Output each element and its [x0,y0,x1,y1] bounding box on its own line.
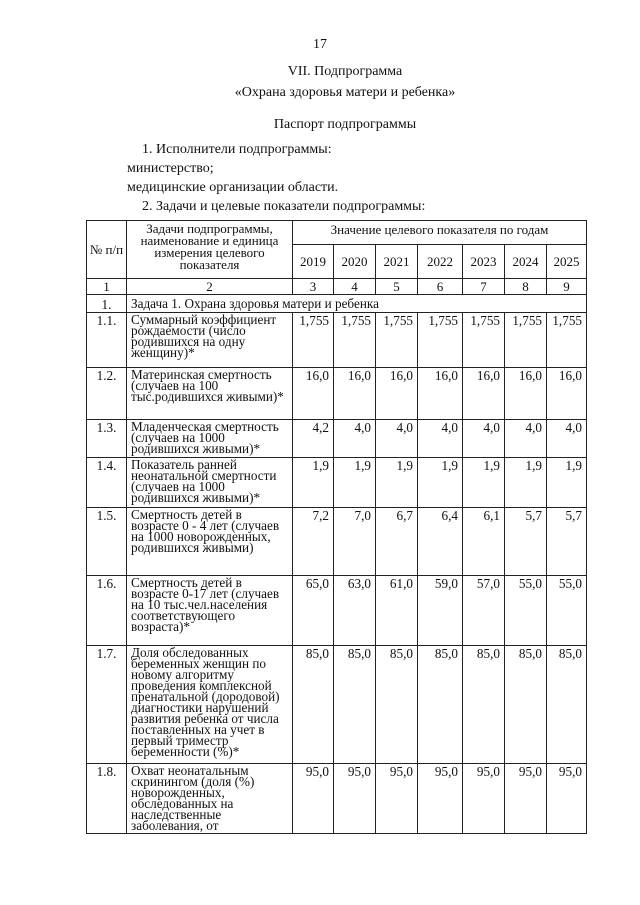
indicator-value: 61,0 [376,576,418,646]
indicator-value: 95,0 [547,764,587,834]
indicator-value: 4,0 [463,420,505,458]
header-year: 2024 [505,245,547,279]
indicator-value: 95,0 [418,764,463,834]
table-row [87,458,587,508]
indicator-value: 6,1 [463,508,505,576]
indicator-value: 16,0 [547,368,587,420]
header-year: 2023 [463,245,505,279]
indicator-value: 16,0 [376,368,418,420]
indicator-value: 85,0 [293,646,334,764]
indicator-value: 85,0 [463,646,505,764]
indicator-value: 1,9 [418,458,463,508]
indicator-value: 1,755 [505,313,547,368]
indicator-name: Суммарный коэффициент рождаемости (число родившихся на одну женщину)* [127,313,293,368]
indicator-name: Охват неонатальным скринингом (доля (%) новорожденных, обследованных на наследственные заболевания, от [127,764,293,834]
header-values-group: Значение целевого показателя по годам [293,221,587,245]
subprogram-title: «Охрана здоровья матери и ребенка» [234,85,456,100]
row-num: 1.3. [87,420,127,458]
section-title: VII. Подпрограмма [287,64,403,79]
indicator-value: 6,4 [418,508,463,576]
column-index: 9 [547,279,587,295]
indicator-value: 1,755 [463,313,505,368]
indicator-name: Показатель ранней неонатальной смертности (случаев на 1000 родившихся живыми)* [127,458,293,508]
indicator-value: 95,0 [463,764,505,834]
indicator-value: 95,0 [505,764,547,834]
indicator-value: 4,0 [547,420,587,458]
indicator-value: 85,0 [376,646,418,764]
indicator-value: 85,0 [547,646,587,764]
indicator-value: 4,0 [334,420,376,458]
indicator-name: Доля обследованных беременных женщин по новому алгоритму проведения комплексной пренатальной (дородовой) диагностики нарушений развития ребенка от числа поставленных на учет в первый триместр беременности (%)* [127,646,293,764]
indicator-value: 65,0 [293,576,334,646]
table-row [87,576,587,646]
row-num: 1.6. [87,576,127,646]
indicator-value: 16,0 [334,368,376,420]
executor-ministry: министерство; [127,161,214,176]
indicator-name: Смертность детей в возрасте 0 - 4 лет (случаев на 1000 новорожденных, родившихся живыми) [127,508,293,576]
header-year: 2022 [418,245,463,279]
indicator-value: 55,0 [547,576,587,646]
column-index: 6 [418,279,463,295]
indicator-value: 16,0 [293,368,334,420]
row-num: 1.1. [87,313,127,368]
indicator-value: 1,9 [293,458,334,508]
indicator-value: 85,0 [505,646,547,764]
column-index: 2 [127,279,293,295]
indicator-value: 1,9 [463,458,505,508]
indicator-value: 16,0 [418,368,463,420]
targets-table [86,220,587,834]
indicator-value: 1,9 [334,458,376,508]
column-index: 8 [505,279,547,295]
indicator-value: 6,7 [376,508,418,576]
indicator-value: 95,0 [376,764,418,834]
tasks-heading: 2. Задачи и целевые показатели подпрограммы: [142,199,426,214]
indicator-value: 85,0 [418,646,463,764]
indicator-value: 7,2 [293,508,334,576]
column-index: 4 [334,279,376,295]
indicator-value: 55,0 [505,576,547,646]
indicator-value: 7,0 [334,508,376,576]
indicator-value: 1,755 [547,313,587,368]
indicator-value: 5,7 [547,508,587,576]
indicator-value: 4,0 [418,420,463,458]
indicator-value: 16,0 [463,368,505,420]
indicator-value: 59,0 [418,576,463,646]
indicator-value: 1,755 [376,313,418,368]
table-row [87,508,587,576]
header-year: 2019 [293,245,334,279]
indicator-value: 4,0 [376,420,418,458]
indicator-value: 1,755 [293,313,334,368]
indicator-value: 95,0 [293,764,334,834]
task-num: 1. [87,295,127,313]
task-title: Задача 1. Охрана здоровья матери и ребенка [127,295,587,313]
column-index: 7 [463,279,505,295]
row-num: 1.4. [87,458,127,508]
row-num: 1.8. [87,764,127,834]
table-row [87,368,587,420]
row-num: 1.7. [87,646,127,764]
table-row [87,646,587,764]
column-index: 1 [87,279,127,295]
indicator-name: Смертность детей в возрасте 0-17 лет (случаев на 10 тыс.чел.населения соответствующего возраста)* [127,576,293,646]
passport-title: Паспорт подпрограммы [273,117,417,132]
task-row [87,295,587,313]
header-year: 2025 [547,245,587,279]
header-year: 2020 [334,245,376,279]
executors-heading: 1. Исполнители подпрограммы: [142,142,332,157]
indicator-value: 1,9 [547,458,587,508]
indicator-value: 85,0 [334,646,376,764]
indicator-name: Младенческая смертность (случаев на 1000 родившихся живыми)* [127,420,293,458]
executor-medical-orgs: медицинские организации области. [127,180,339,195]
table-row [87,764,587,834]
header-task: Задачи подпрограммы, наименование и единица измерения целевого показателя [127,221,293,279]
indicator-value: 1,9 [505,458,547,508]
row-num: 1.5. [87,508,127,576]
page-number: 17 [313,37,327,52]
row-num: 1.2. [87,368,127,420]
indicator-value: 4,2 [293,420,334,458]
table-row [87,420,587,458]
column-index: 5 [376,279,418,295]
header-num: № п/п [87,221,127,279]
indicator-value: 95,0 [334,764,376,834]
table-row [87,313,587,368]
indicator-value: 4,0 [505,420,547,458]
header-year: 2021 [376,245,418,279]
indicator-value: 63,0 [334,576,376,646]
indicator-value: 1,755 [418,313,463,368]
indicator-value: 1,755 [334,313,376,368]
indicator-value: 1,9 [376,458,418,508]
indicator-name: Материнская смертность (случаев на 100 тыс.родившихся живыми)* [127,368,293,420]
indicator-value: 57,0 [463,576,505,646]
column-index: 3 [293,279,334,295]
indicator-value: 16,0 [505,368,547,420]
indicator-value: 5,7 [505,508,547,576]
